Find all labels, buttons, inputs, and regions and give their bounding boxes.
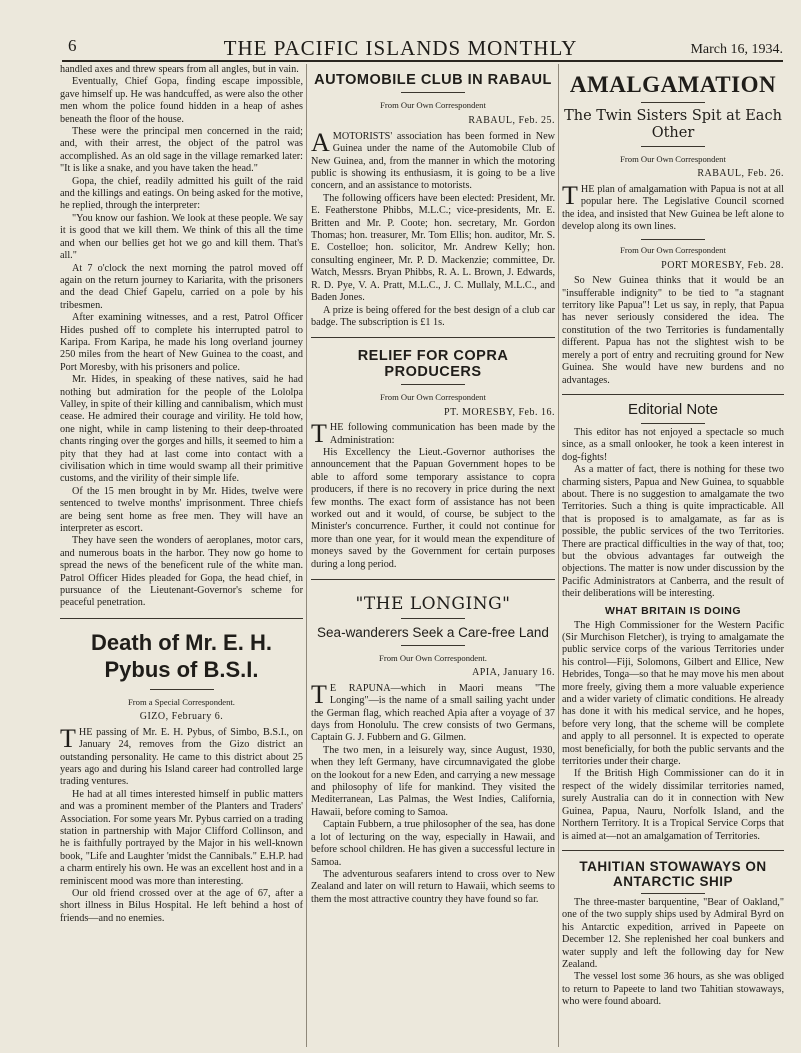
paragraph: Our old friend crossed over at the age of 67, after a short illness in Bilus Hospital. He left behind a host of friends—and no enemies.: [60, 887, 303, 924]
article-headline: Death of Mr. E. H. Pybus of B.S.I.: [91, 629, 272, 682]
article-headline: AMALGAMATION: [569, 72, 777, 97]
headline-rule: [401, 645, 465, 646]
dateline: PORT MORESBY, Feb. 28.: [661, 259, 784, 271]
paragraph: Gopa, the chief, readily admitted his guilt of the raid and the killings and eatings. On being asked for the motive, he replied, through the interpreter:: [60, 175, 303, 212]
paragraph: The three-master barquentine, "Bear of Oakland," one of the two supply ships used by Admiral Byrd on his Antarctic expedition, arrived in Papeete on December 12. She replenished her coal bunkers and water supply and left the following day for New Zealand.: [562, 896, 784, 970]
paragraph: At 7 o'clock the next morning the patrol moved off again on the return journey to Kariarita, with the prisoners and the dead Chief Gapelu, carried on a pole by his tribesmen.: [60, 262, 303, 311]
drop-cap: T: [311, 419, 327, 449]
headline-rule: [641, 102, 705, 103]
paragraph: The following officers have been elected: President, Mr. E. Featherstone Phibbs, M.L.C.; vice-presidents, Mr. E. Britten and Mr. P. Coote; hon. secretary, Mr. Gordon Thomas; hon. treasurer, Mr. Tom Ellis; hon. auditor, Mr. S. E. Costelloe; hon. solicitor, Mr. Andrew Kelly; hon. consulting engineer, Mr. P. D. Mackenzie; committee, Dr. Watch, Messrs. Bryan Phibbs, R. A. L. Brown, J. Edwards, R. D. Pye, V. A. Pratt, M.L.C., J. C. Mullaly, M.L.C., and Baden Jones.: [311, 192, 555, 304]
headline-rule: [641, 423, 705, 424]
correspondent-line: From Our Own Correspondent: [380, 392, 486, 403]
headline-rule: [150, 689, 214, 690]
column-3: [562, 64, 784, 1009]
column-divider: [306, 64, 307, 1047]
article-subheadline: Sea-wanderers Seek a Care-free Land: [317, 625, 549, 640]
article-headline: "THE LONGING": [355, 594, 511, 614]
section-rule: [311, 337, 555, 338]
paragraph: THE passing of Mr. E. H. Pybus, of Simbo, B.S.I., on January 24, removes from the Gizo district an outstanding personality. He came to this district about 25 years ago and during his Island career had controlled large trading ventures.: [60, 723, 303, 788]
dateline: RABAUL, Feb. 26.: [697, 168, 784, 180]
paragraph: As a matter of fact, there is nothing for these two charming sisters, Papua and New Guinea, to squabble about. There is no suggestion to amalgamate the two Territories. Such a thing is quite impracticable. All that is proposed is to amalgamate, as far as is possible, the public services of the two Territories. There are practical difficulties in the way of that, too; but the obvious advantages far outweigh the objections. The matter is now under discussion by the Pacific Administrators at Canberra, and the result of their deliberations will be interesting.: [562, 464, 784, 600]
paragraph: Of the 15 men brought in by Mr. Hides, twelve were sentenced to twelve months' imprisonment. Three chiefs are being sent home as free men. They will have an interpreter as escort.: [60, 485, 303, 535]
section-rule: [641, 239, 705, 240]
article-headline: AUTOMOBILE CLUB IN RABAUL: [314, 72, 552, 88]
column-2: [311, 64, 555, 906]
paragraph: His Excellency the Lieut.-Governor authorises the announcement that the Papuan Government hopes to be able to afford some temporary assistance to copra producers, if there is no recovery in price during the next few months. The exact form of assistance has not been worked out and it would, of course, be subject to the Minister's concurrence. Further, it could not continue for more than one year, for it would mean the expenditure of moneys saved by the Government for certain purposes during a long period.: [311, 446, 555, 570]
paragraph: THE following communication has been made by the Administration:: [311, 419, 555, 449]
paragraph: These were the principal men concerned in the raid; and, with their arrest, the object of the patrol was accomplished. As an old sage in the village remarked later: "It is like a snake, and you have taken the head.": [60, 126, 303, 175]
dateline: RABAUL, Feb. 25.: [468, 115, 555, 127]
paragraph: So New Guinea thinks that it would be an "insufferable indignity" to be tied to "a stagnant territory like Papua"! Let us say, in reply, that Papua has never seriously considered the idea. The constitution of the two Territories is fundamentally different. Papua has not the slightest wish to be merely a port of entry and recruiting ground for New Guinea. She would have new burdens and no advantages.: [562, 275, 784, 386]
dateline: GIZO, February 6.: [139, 711, 224, 723]
paragraph: He had at all times interested himself in public matters and was a prominent member of the Planters and Traders' Association. For some years Mr. Pybus carried on a trading station in partnership with Major Clifford Collinson, and he is faithfully portrayed by the Major in his well-known book, "Life and Laughter 'midst the Cannibals." E.H.P. had a charm entirely his own. He was an excellent host and in a reminiscent mood was more than interesting.: [60, 788, 303, 887]
drop-cap: A: [311, 127, 330, 157]
headline-rule: [641, 146, 705, 147]
header-rule: [62, 60, 783, 62]
paragraph: "You know our fashion. We look at these people. We say it is good that we kill them. We think of this all the time and when our bellies get hot we go and kill them. That's all.": [60, 212, 303, 262]
article-headline: Editorial Note: [627, 400, 719, 418]
paragraph: handled axes and threw spears from all angles, but in vain.: [60, 64, 299, 75]
dateline: APIA, January 16.: [472, 667, 555, 679]
section-rule: [311, 579, 555, 580]
section-rule: [562, 394, 784, 395]
paragraph: The adventurous seafarers intend to cross over to New Zealand and later on will return to Hawaii, which seems to them the most attractive country they have found so far.: [311, 868, 555, 905]
section-heading: WHAT BRITAIN IS DOING: [604, 604, 742, 617]
paragraph: After examining witnesses, and a rest, Patrol Officer Hides pushed off to complete his interrupted patrol to Karipa. From Karipa, he made his long overland journey 250 miles from the heart of New Guinea to the coast, and Port Moresby, with his prisoners and police.: [60, 312, 303, 373]
paragraph: The vessel lost some 36 hours, as she was obliged to return to Papeete to land two Tahitian stowaways, who were found aboard.: [562, 971, 784, 1008]
paragraph: This editor has not enjoyed a spectacle so much since, as a small onlooker, he took a keen interest in dog-fights!: [562, 426, 784, 463]
paragraph: The two men, in a leisurely way, since August, 1930, when they left Germany, have circumnavigated the globe on the lookout for a new Eden, and carrying a new message and philosophy of life for mankind. They visited the Mediterranean, Las Palmas, the West Indies, California, Hawaii, before coming to Samoa.: [311, 744, 555, 818]
issue-date: March 16, 1934.: [690, 42, 783, 57]
paragraph: T E RAPUNA—which in Maori means "The Longing"—is the name of a small sailing yacht under the German flag, which reached Apia after a voyage of 37 days from Honolulu. The crew consists of two Germans, Captain G. J. Fubbern and G. Gilmen.: [311, 679, 555, 744]
paragraph: If the British High Commissioner can do it in respect of the widely dissimilar territories named, surely Australia can do it in connection with New Guinea, Papua, Nauru, Norfolk Island, and the Northern Territory. It is a Tropical Service Corps that is aimed at—not an amalgamation of Territories.: [562, 768, 784, 842]
correspondent-line: From Our Own Correspondent: [620, 245, 726, 256]
column-1: [60, 64, 303, 925]
section-rule: [562, 850, 784, 851]
paragraph: AMOTORISTS' association has been formed in New Guinea under the name of the Automobile Club of New Guinea, and, from the manner in which the motoring public is showing its enthusiasm, it is going to be a live concern, and an assistance to motorists.: [311, 127, 555, 192]
correspondent-line: From Our Own Correspondent: [380, 100, 486, 110]
correspondent-line: From a Special Correspondent.: [128, 696, 235, 707]
paragraph: THE plan of amalgamation with Papua is not at all popular here. The Legislative Council scorned the idea, and insisted that New Guinea be left alone to develop along its own lines.: [562, 180, 784, 233]
correspondent-line: From Our Own Correspondent: [620, 154, 726, 164]
paragraph: A prize is being offered for the best design of a club car badge. The subscription is £1 1s.: [311, 304, 555, 328]
drop-cap: T: [311, 679, 327, 709]
paragraph: Mr. Hides, in speaking of these natives, said he had nothing but admiration for the people of the Lololpa Valley, in spite of their killing and cannibalism, which must cease. He admired their courage and virility. He told how, one night, while in camp listening to their deep-throated chants ringing over the gorges and hills, it seemed to him a pity that they had at last come into contact with a civilisation which in time would swamp all their primitive customs, and the virility of their simple life.: [60, 374, 303, 485]
page-header: [0, 0, 801, 58]
paragraph: The High Commissioner for the Western Pacific (Sir Murchison Fletcher), is trying to amalgamate the public service corps of the various Territories under his control—Fiji, Solomons, Gilbert and Ellice, New Hebrides, Tonga—so that he may move his men about more freely, giving them a more valuable experience and a wider variety of climatic conditions. He already has done it with his medical service, and he hopes, before very long, that the scheme will be complete and apply to all personnel. It is expected to operate most beneficially, for both the public servants and the territories under their charge.: [562, 619, 784, 768]
drop-cap: T: [562, 180, 578, 210]
correspondent-line: From Our Own Correspondent.: [379, 653, 487, 663]
publication-title: THE PACIFIC ISLANDS MONTHLY: [223, 36, 578, 60]
article-subheadline: The Twin Sisters Spit at Each Other: [564, 108, 782, 141]
headline-rule: [401, 92, 465, 93]
section-rule: [60, 618, 303, 619]
headline-rule: [641, 893, 705, 894]
article-headline: TAHITIAN STOWAWAYS ON ANTARCTIC SHIP: [579, 858, 767, 889]
dateline: PT. MORESBY, Feb. 16.: [444, 406, 555, 418]
drop-cap: T: [60, 723, 76, 753]
page-number: 6: [68, 36, 77, 55]
paragraph: They have seen the wonders of aeroplanes, motor cars, and numerous boats in the harbor. They now go home to spread the news of the beneficent rule of the white man. Patrol Officer Hides pleaded for Gopa, the head chief, in pursuance of the Lieutenant-Governor's scheme for peaceful penetration.: [60, 535, 303, 609]
paragraph: Captain Fubbern, a true philosopher of the sea, has done a lot of lecturing on the way, especially in Hawaii, and before school children. He has given a successful lecture in Samoa.: [311, 819, 555, 868]
paragraph: Eventually, Chief Gopa, finding escape impossible, gave himself up. He was handcuffed, as were also the other men whom the police found hidden in a heap of ashes beneath the floor of the house.: [60, 76, 303, 125]
column-divider: [558, 64, 559, 1047]
headline-rule: [401, 618, 465, 619]
headline-rule: [401, 384, 465, 385]
article-headline: RELIEF FOR COPRA PRODUCERS: [357, 348, 509, 381]
